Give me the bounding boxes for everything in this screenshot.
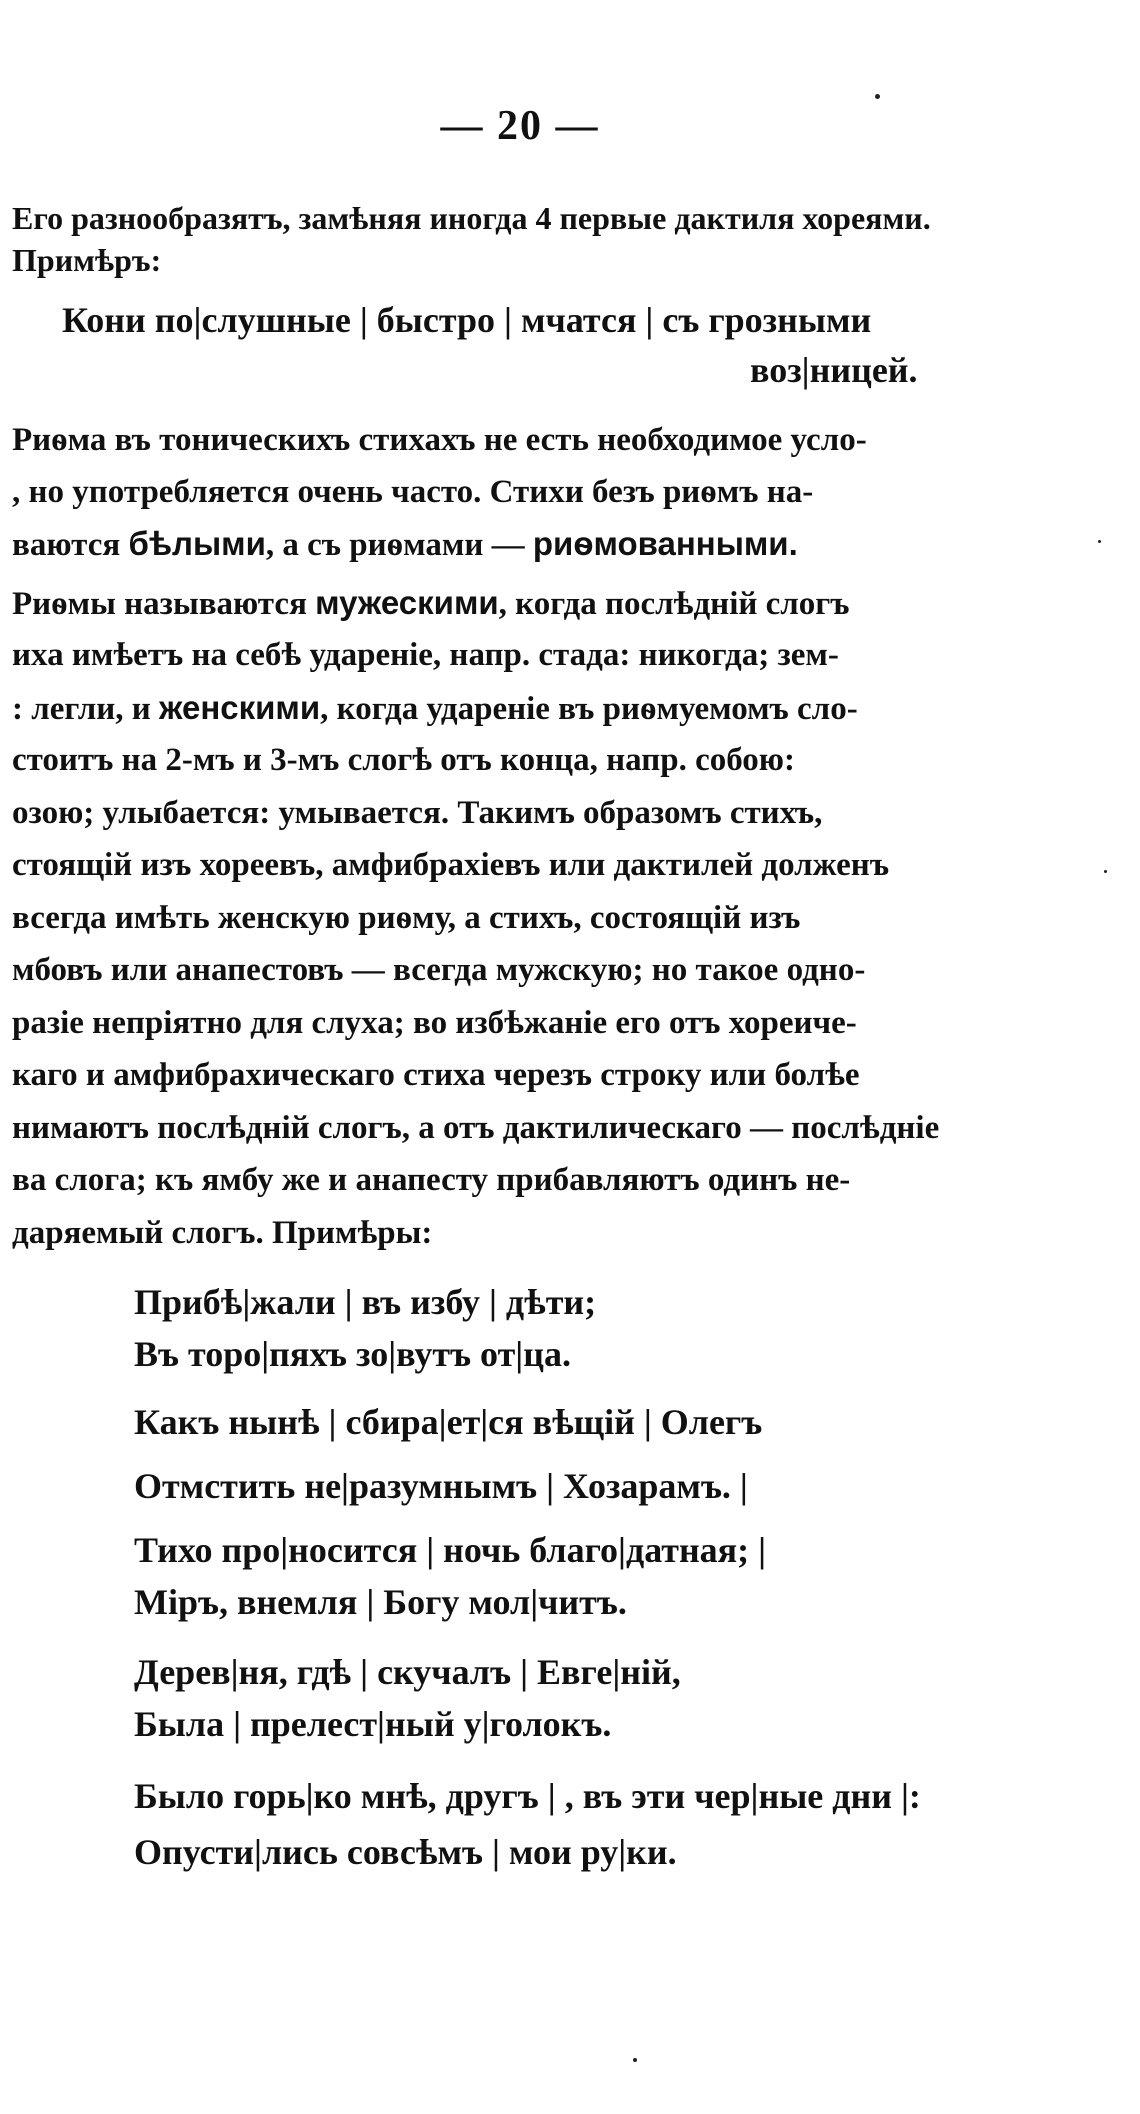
paragraph-2-line-8: мбовъ или анапестовъ — всегда мужскую; но такое одно- xyxy=(12,952,866,988)
paragraph-2-line-13: даряемый слогъ. Примѣры: xyxy=(12,1215,433,1251)
example-verse-line-2: воз|ницей. xyxy=(750,350,918,390)
print-speck xyxy=(633,2058,637,2062)
example-verse-line-1: Кони по|слушные | быстро | мчатся | съ грозными xyxy=(62,300,872,340)
paragraph-2-line-10: каго и амфибрахическаго стиха черезъ строку или болѣе xyxy=(12,1057,860,1093)
text-span: , когда послѣдній слогъ xyxy=(498,586,850,622)
paragraph-2-line-2: иха имѣетъ на себѣ удареніе, напр. стада: никогда; зем- xyxy=(12,637,839,673)
paragraph-2-line-12: ва слога; къ ямбу же и анапесту прибавляютъ одинъ не- xyxy=(12,1162,851,1198)
intro-line-1: Его разнообразятъ, замѣняя иногда 4 первые дактиля хореями. xyxy=(12,200,931,236)
paragraph-2-line-6: стоящій изъ хореевъ, амфибрахіевъ или дактилей долженъ xyxy=(12,847,890,883)
paragraph-2-line-4: стоитъ на 2-мъ и 3-мъ слогѣ отъ конца, напр. собою: xyxy=(12,742,796,778)
paragraph-2-line-1 xyxy=(12,583,1072,624)
paragraph-1-line-1: Риѳма въ тоническихъ стихахъ не есть необходимое усло- xyxy=(12,422,867,458)
paragraph-2-line-11: нимаютъ послѣдній слогъ, а отъ дактилическаго — послѣдніе xyxy=(12,1110,940,1146)
verse-example-1-line-1: Прибѣ|жали | въ избу | дѣти; xyxy=(134,1282,597,1322)
paragraph-2-line-5: озою; улыбается: умывается. Такимъ образомъ стихъ, xyxy=(12,795,823,831)
print-speck xyxy=(1098,540,1101,543)
paragraph-2-line-9: разіе непріятно для слуха; во избѣжаніе его отъ хореиче- xyxy=(12,1005,857,1041)
page-number: — 20 — xyxy=(440,103,600,149)
term-rhymed-verse: риѳмованными. xyxy=(532,525,798,562)
paragraph-2-line-7: всегда имѣть женскую риѳму, а стихъ, состоящій изъ xyxy=(12,900,801,936)
verse-example-5-line-2: Опусти|лись совсѣмъ | мои ру|ки. xyxy=(134,1832,677,1872)
term-white-verse: бѣлыми xyxy=(128,525,266,562)
verse-example-2-line-2: Отмстить не|разумнымъ | Хозарамъ. | xyxy=(134,1466,748,1506)
text-span: , когда удареніе въ риѳмуемомъ сло- xyxy=(320,691,858,727)
verse-example-4-line-2: Была | прелест|ный у|голокъ. xyxy=(134,1704,612,1744)
verse-example-5-line-1: Было горь|ко мнѣ, другъ | , въ эти чер|ные дни |: xyxy=(134,1776,921,1816)
text-span: Риѳмы называются xyxy=(12,586,316,622)
text-span: : легли, и xyxy=(12,691,160,727)
verse-example-3-line-2: Міръ, внемля | Богу мол|читъ. xyxy=(134,1582,627,1622)
paragraph-2-line-3 xyxy=(12,688,1072,729)
paragraph-1-line-2: , но употребляется очень часто. Стихи безъ риѳмъ на- xyxy=(12,474,814,510)
print-speck xyxy=(875,94,880,99)
text-span: ваются xyxy=(12,527,129,563)
paragraph-1-line-3 xyxy=(12,524,1072,565)
verse-example-3-line-1: Тихо про|носится | ночь благо|датная; | xyxy=(134,1530,767,1570)
term-feminine: женскими xyxy=(159,689,321,726)
verse-example-4-line-1: Дерев|ня, гдѣ | скучалъ | Евге|ній, xyxy=(134,1652,681,1692)
term-masculine: мужескими xyxy=(315,584,499,621)
verse-example-1-line-2: Въ торо|пяхъ зо|вутъ от|ца. xyxy=(134,1334,571,1374)
print-speck xyxy=(1104,870,1107,873)
verse-example-2-line-1: Какъ нынѣ | сбира|ет|ся вѣщій | Олегъ xyxy=(134,1402,763,1442)
text-span: , а съ риѳмами — xyxy=(265,527,533,563)
intro-line-2: Примѣръ: xyxy=(12,242,162,278)
